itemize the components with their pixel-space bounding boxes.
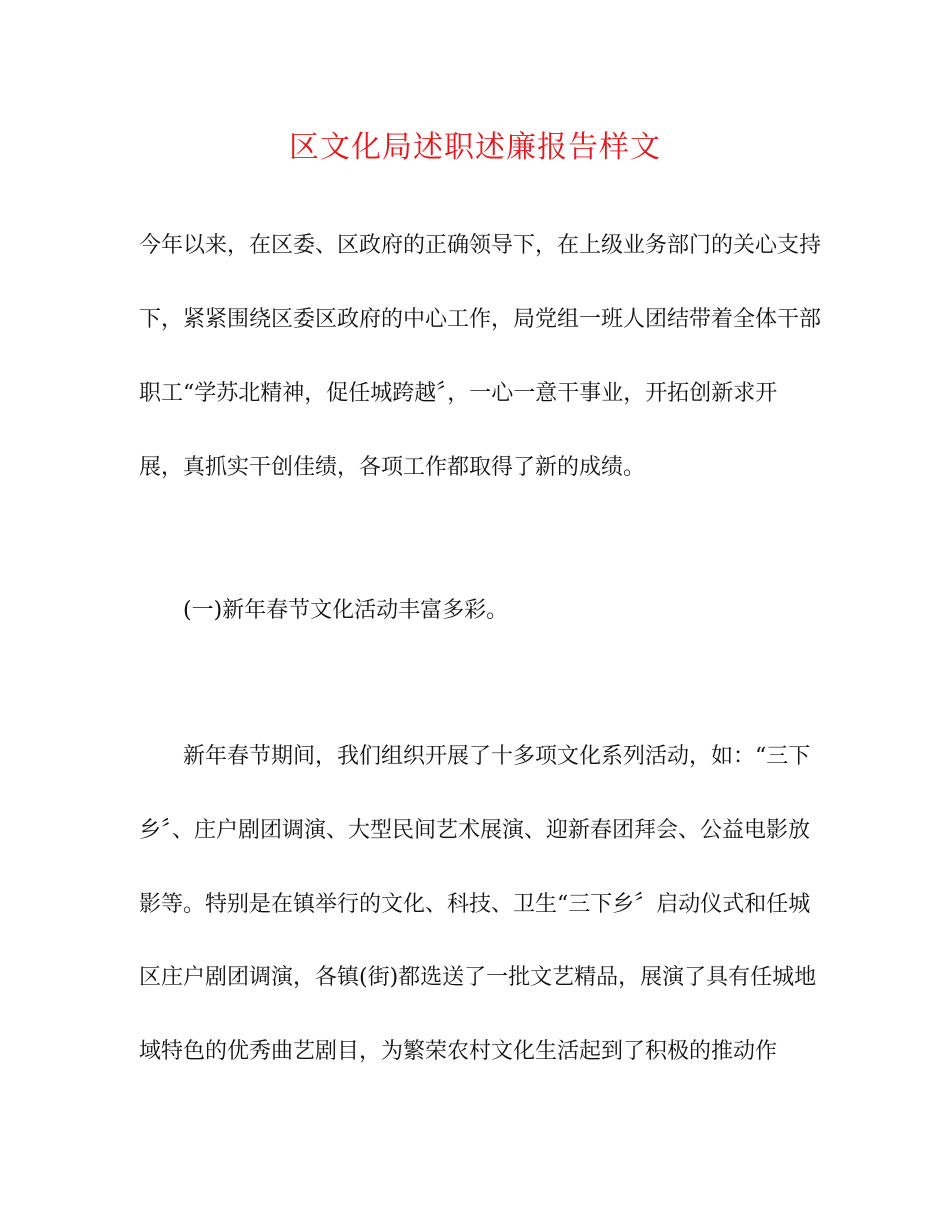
paragraph-1-line-3: 职工“学苏北精神，促任城跨越〞，一心一意干事业，开拓创新求开: [139, 381, 778, 406]
paragraph-2-line-1: 新年春节期间，我们组织开展了十多项文化系列活动，如：“三下: [183, 744, 811, 769]
document-title: 区文化局述职述廉报告样文: [289, 130, 661, 165]
section-heading: (一)新年春节文化活动丰富多彩。: [183, 598, 509, 623]
paragraph-2-line-2: 乡〞、庄户剧团调演、大型民间艺术展演、迎新春团拜会、公益电影放: [139, 818, 811, 843]
paragraph-2-line-3: 影等。特别是在镇举行的文化、科技、卫生“三下乡〞启动仪式和任城: [139, 892, 811, 917]
paragraph-2-line-5: 域特色的优秀曲艺剧目，为繁荣农村文化生活起到了积极的推动作: [139, 1039, 778, 1064]
paragraph-1-line-1: 今年以来，在区委、区政府的正确领导下，在上级业务部门的关心支持: [139, 233, 822, 258]
paragraph-2-line-4: 区庄户剧团调演，各镇(街)都选送了一批文艺精品，展演了具有任城地: [139, 965, 817, 990]
paragraph-1-line-2: 下，紧紧围绕区委区政府的中心工作，局党组一班人团结带着全体干部: [139, 307, 822, 332]
paragraph-1-line-4: 展，真抓实干创佳绩，各项工作都取得了新的成绩。: [139, 455, 646, 480]
